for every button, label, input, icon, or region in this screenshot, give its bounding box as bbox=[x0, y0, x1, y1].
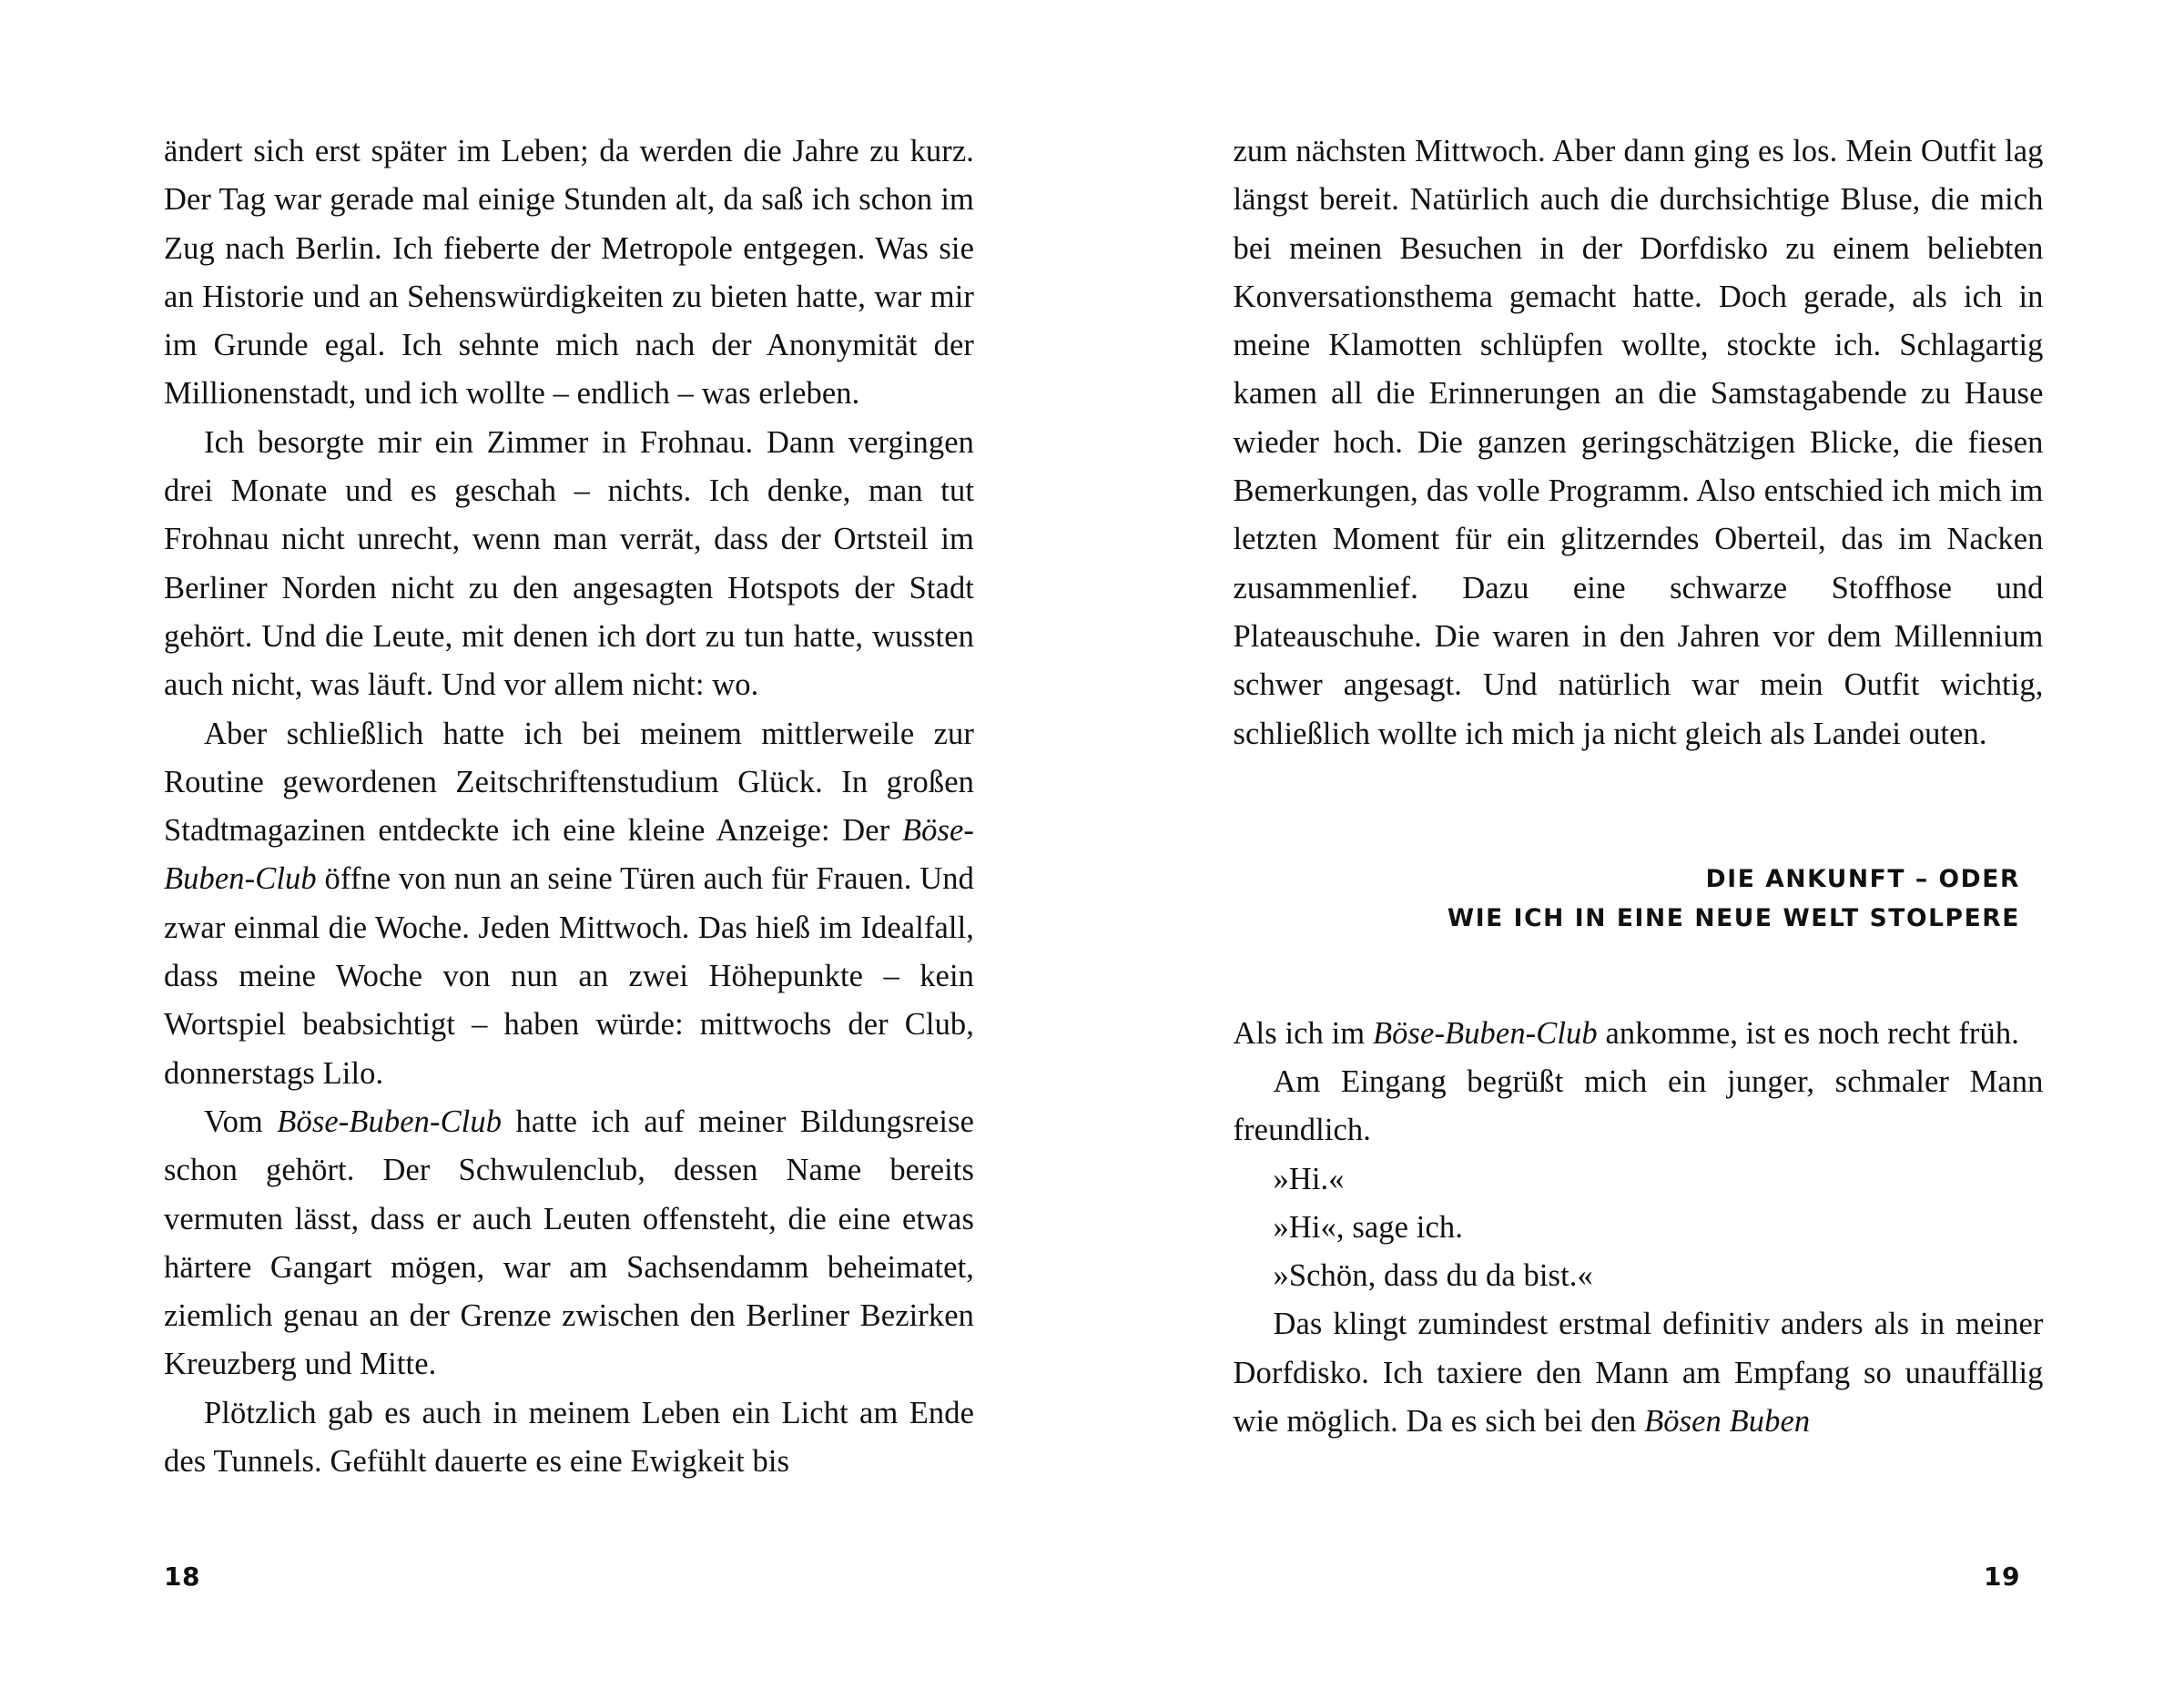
page-right bbox=[1092, 0, 2184, 1699]
paragraph: »Hi.« bbox=[1273, 1161, 1345, 1196]
chapter-heading bbox=[1234, 860, 2021, 939]
right-column-text-bottom bbox=[1234, 1010, 2044, 1447]
paragraph: ändert sich erst später im Leben; da werden die Jahre zu kurz. Der Tag war gerade mal einige Stunden alt, da saß ich schon im Zug nach Berlin. Ich fieberte der Metropole entgegen. Was sie an Historie und an Sehenswürdigkeiten zu bieten hatte, war mir im Grunde egal. Ich sehnte mich nach der Anonymität der Millionenstadt, und ich wollte – endlich – was erleben. bbox=[164, 134, 974, 412]
paragraph: Aber schließlich hatte ich bei meinem mittlerweile zur Routine gewordenen Zeitschriftenstudium Glück. In großen Stadtmagazinen entdeckte ich eine kleine Anzeige: Der Böse-Buben-Club öffne von nun an seine Türen auch für Frauen. Und zwar einmal die Woche. Jeden Mittwoch. Das hieß im Idealfall, dass meine Woche von nun an zwei Höhepunkte – kein Wortspiel beabsichtigt – haben würde: mittwochs der Club, donnerstags Lilo. bbox=[164, 716, 974, 1091]
left-column-text bbox=[164, 127, 974, 1486]
page-number-left: 18 bbox=[164, 1562, 200, 1592]
paragraph: Als ich im Böse-Buben-Club ankomme, ist es noch recht früh. bbox=[1233, 1015, 2019, 1051]
italic-title: Böse-Buben-Club bbox=[1372, 1015, 1598, 1051]
paragraph: Vom Böse-Buben-Club hatte ich auf meiner Bildungsreise schon gehört. Der Schwulenclub, dessen Name bereits vermuten lässt, dass er auch Leuten offensteht, die eine etwas härtere Gangart mögen, war am Sachsendamm beheimatet, ziemlich genau an der Grenze zwischen den Berliner Bezirken Kreuzberg und Mitte. bbox=[164, 1104, 975, 1382]
paragraph: zum nächsten Mittwoch. Aber dann ging es los. Mein Outfit lag längst bereit. Natürlich auch die durchsichtige Bluse, die mich bei meinen Besuchen in der Dorfdisko zu einem beliebten Konversationsthema gemacht hatte. Doch gerade, als ich in meine Klamotten schlüpfen wollte, stockte ich. Schlagartig kamen all die Erinnerungen an die Samstagabende zu Hause wieder hoch. Die ganzen geringschätzigen Blicke, die fiesen Bemerkungen, das volle Programm. Also entschied ich mich im letzten Moment für ein glitzerndes Oberteil, das im Nacken zusammenlief. Dazu eine schwarze Stoffhose und Plateauschuhe. Die waren in den Jahren vor dem Millennium schwer angesagt. Und natürlich war mein Outfit wichtig, schließlich wollte ich mich ja nicht gleich als Landei outen. bbox=[1233, 134, 2044, 751]
paragraph: Das klingt zumindest erstmal definitiv anders als in meiner Dorfdisko. Ich taxiere den Mann am Empfang so unauffällig wie möglich. Da es sich bei den Bösen Buben bbox=[1233, 1307, 2044, 1440]
paragraph: Am Eingang begrüßt mich ein junger, schmaler Mann freundlich. bbox=[1233, 1064, 2044, 1148]
italic-title: Böse-Buben-Club bbox=[164, 813, 974, 897]
italic-title: Bösen Buben bbox=[1644, 1404, 1811, 1440]
chapter-heading-line-2: WIE ICH IN EINE NEUE WELT STOLPERE bbox=[1447, 903, 2020, 932]
page-number-right: 19 bbox=[1984, 1562, 2020, 1592]
italic-title: Böse-Buben-Club bbox=[277, 1104, 503, 1139]
chapter-heading-line-1: DIE ANKUNFT – ODER bbox=[1705, 864, 2020, 893]
paragraph: Plötzlich gab es auch in meinem Leben ein Licht am Ende des Tunnels. Gefühlt dauerte es eine Ewigkeit bis bbox=[164, 1395, 974, 1480]
paragraph: Ich besorgte mir ein Zimmer in Frohnau. Dann vergingen drei Monate und es geschah – nichts. Ich denke, man tut Frohnau nicht unrecht, wenn man verrät, dass der Ortsteil im Berliner Norden nicht zu den angesagten Hotspots der Stadt gehört. Und die Leute, mit denen ich dort zu tun hatte, wussten auch nicht, was läuft. Und vor allem nicht: wo. bbox=[164, 424, 974, 703]
paragraph: »Hi«, sage ich. bbox=[1273, 1209, 1463, 1245]
right-column-text-top bbox=[1234, 127, 2044, 758]
paragraph: »Schön, dass du da bist.« bbox=[1273, 1258, 1593, 1294]
